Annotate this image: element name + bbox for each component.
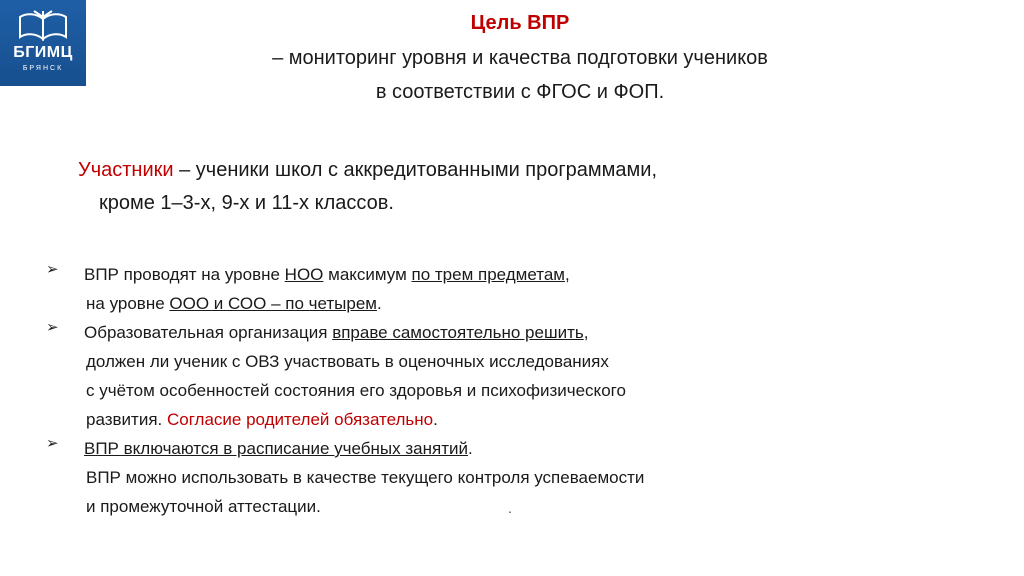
parent-consent-text: Согласие родителей обязательно	[166, 410, 434, 429]
bullet-text: на уровне	[86, 294, 170, 313]
participants-block	[78, 154, 657, 220]
bullet-line	[84, 434, 644, 463]
bullet-line	[84, 289, 644, 318]
participants-label: Участники	[78, 159, 174, 181]
logo-name: БГИМЦ	[13, 44, 73, 61]
arrow-bullet-icon: ➢	[46, 261, 59, 278]
right-to-decide-text: вправе самостоятельно решить	[332, 323, 584, 342]
logo	[0, 0, 86, 86]
arrow-bullet-icon: ➢	[46, 435, 59, 452]
bullet-text: ,	[583, 323, 589, 342]
bullet-item-ovz	[46, 318, 644, 434]
participants-line-2: кроме 1–3-х, 9-х и 11-х классов.	[99, 192, 394, 214]
participants-line-1	[78, 154, 657, 187]
bullet-line: ВПР можно использовать в качестве текущего контроля успеваемости	[86, 468, 645, 487]
bullet-line	[84, 318, 644, 347]
bullet-item-schedule	[46, 434, 644, 521]
bullet-text: .	[377, 294, 382, 313]
bullet-text: максимум	[323, 265, 412, 284]
title-block	[150, 10, 890, 109]
bullet-list	[46, 260, 644, 521]
bullet-line: и промежуточной аттестации.	[86, 497, 321, 516]
three-subjects-text: по трем предметам	[411, 265, 565, 284]
bullet-text: Образовательная организация	[84, 323, 333, 342]
bullet-line: должен ли ученик с ОВЗ участвовать в оценочных исследованиях	[86, 352, 609, 371]
slide-title: Цель ВПР	[470, 12, 570, 34]
bullet-text: ВПР проводят на уровне	[84, 265, 285, 284]
arrow-bullet-icon: ➢	[46, 319, 59, 336]
bullet-item-levels	[46, 260, 644, 318]
bullet-text: .	[467, 439, 473, 458]
schedule-text: ВПР включаются в расписание учебных занятий	[84, 439, 468, 458]
bullet-line	[84, 260, 644, 289]
slide-subtitle	[150, 41, 890, 109]
subtitle-line-1: – мониторинг уровня и качества подготовки учеников	[272, 47, 768, 69]
bullet-text: .	[433, 410, 438, 429]
stray-dot: .	[508, 500, 512, 516]
logo-city: БРЯНСК	[22, 65, 64, 72]
bullet-text: развития.	[86, 410, 167, 429]
participants-text: – ученики школ с аккредитованными программами,	[173, 159, 658, 181]
ooo-soo-text: ООО и СОО – по четырем	[169, 294, 377, 313]
subtitle-line-2: в соответствии с ФГОС и ФОП.	[375, 81, 665, 103]
bullet-text: ,	[564, 265, 570, 284]
open-book-icon	[18, 9, 68, 41]
bullet-line	[84, 405, 644, 434]
noo-text: НОО	[284, 265, 324, 284]
bullet-line: с учётом особенностей состояния его здоровья и психофизического	[86, 381, 626, 400]
